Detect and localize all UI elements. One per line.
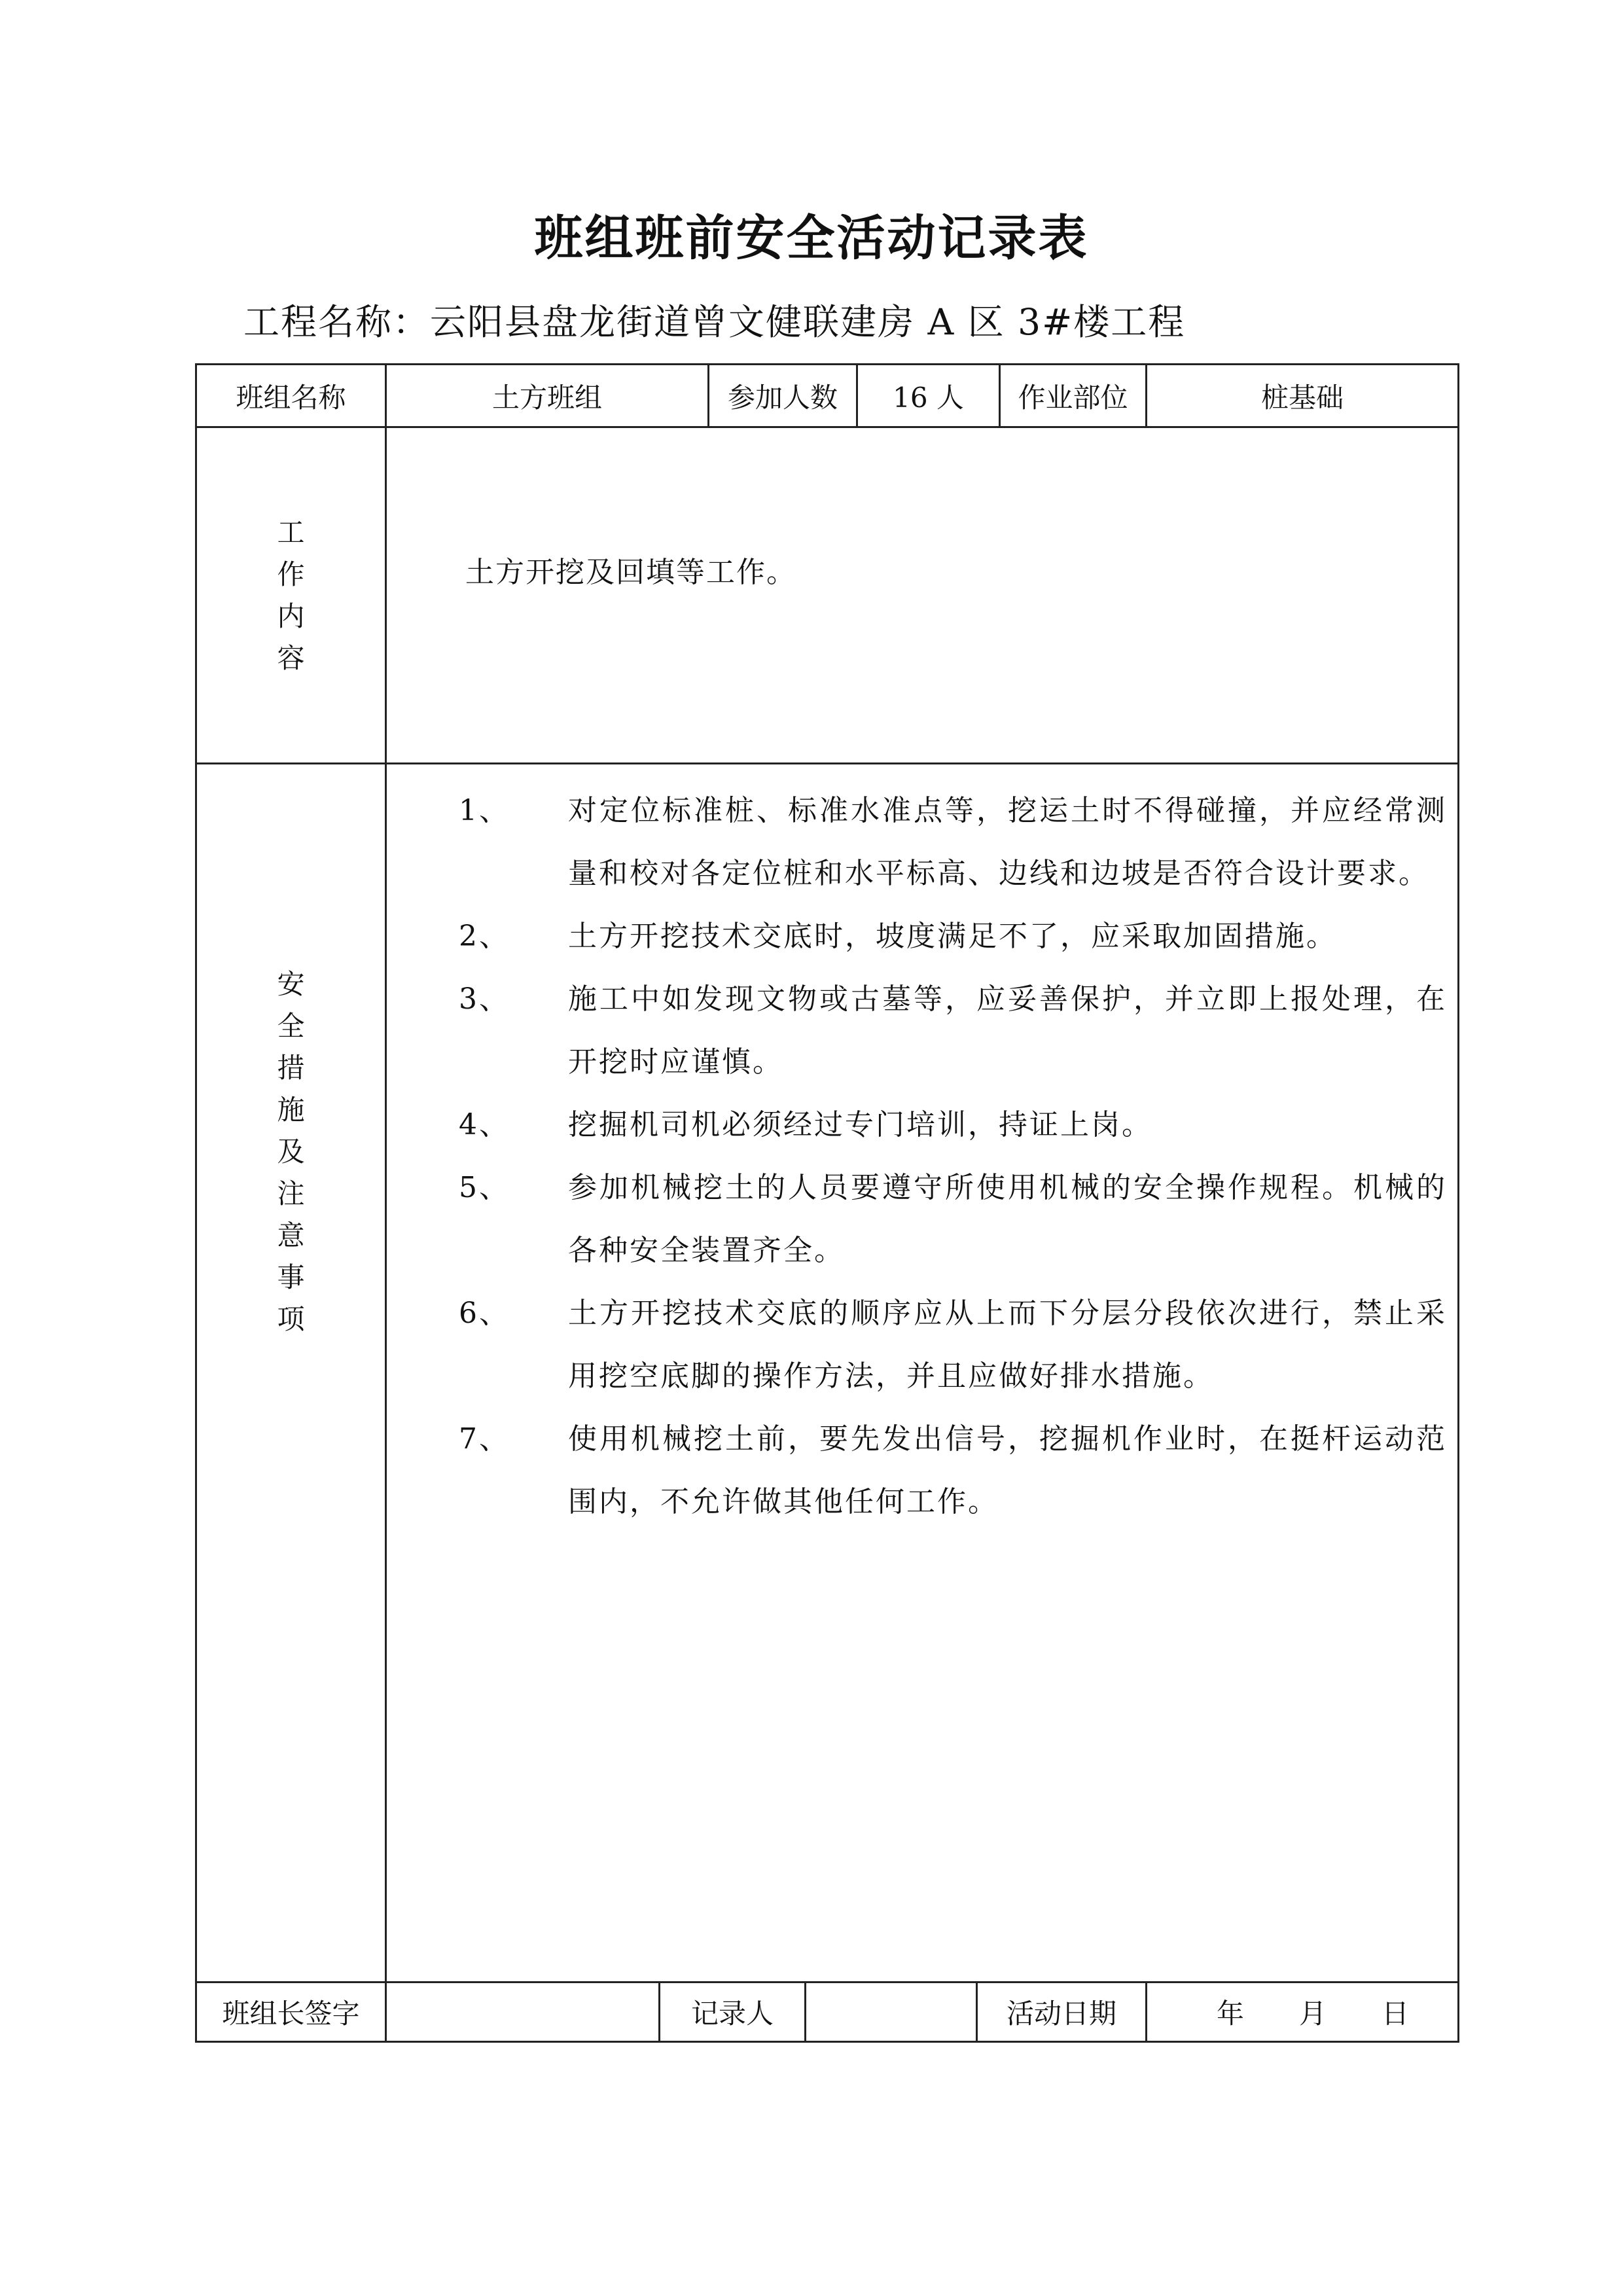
item-number: 1、 xyxy=(459,794,510,827)
team-name-value: 土方班组 xyxy=(491,381,602,414)
recorder-field[interactable] xyxy=(806,1983,976,2041)
safety-measures-list xyxy=(459,780,1447,1534)
work-content-text: 土方开挖及回填等工作。 xyxy=(465,556,796,589)
label-char: 容 xyxy=(277,641,305,674)
item-number: 6、 xyxy=(459,1297,510,1330)
safety-measure-item xyxy=(459,905,1447,968)
label-char: 措 xyxy=(277,1052,305,1084)
activity-date-field[interactable]: 年 月 日 xyxy=(1216,1998,1409,2030)
project-name: 云阳县盘龙街道曾文健联建房 A 区 3#楼工程 xyxy=(430,301,1186,343)
work-content-label xyxy=(197,428,385,762)
label-char: 项 xyxy=(277,1303,305,1335)
team-leader-signature-field[interactable] xyxy=(387,1983,658,2041)
label-char: 注 xyxy=(277,1177,305,1210)
label-char: 施 xyxy=(277,1094,305,1126)
team-leader-signature-label: 班组长签字 xyxy=(222,1998,360,2030)
item-number: 5、 xyxy=(459,1171,510,1204)
item-number: 7、 xyxy=(459,1422,510,1456)
work-location-value: 桩基础 xyxy=(1260,381,1344,414)
team-name-label: 班组名称 xyxy=(236,381,346,414)
activity-date-label: 活动日期 xyxy=(1006,1998,1116,2030)
label-char: 作 xyxy=(277,558,305,590)
project-line xyxy=(243,293,1185,345)
safety-measure-item xyxy=(459,1282,1447,1408)
item-text: 使用机械挖土前，要先发出信号，挖掘机作业时，在挺杆运动范围内，不允许做其他任何工作。 xyxy=(568,1422,1447,1518)
item-number: 4、 xyxy=(459,1108,510,1141)
item-text: 土方开挖技术交底时，坡度满足不了，应采取加固措施。 xyxy=(568,920,1337,953)
document-title: 班组班前安全活动记录表 xyxy=(534,210,1089,266)
label-char: 内 xyxy=(277,600,305,632)
safety-measure-item xyxy=(459,1408,1447,1534)
item-text: 挖掘机司机必须经过专门培训，持证上岗。 xyxy=(568,1108,1152,1141)
label-char: 事 xyxy=(277,1261,305,1293)
item-number: 3、 xyxy=(459,982,510,1016)
item-text: 参加机械挖土的人员要遵守所使用机械的安全操作规程。机械的各种安全装置齐全。 xyxy=(568,1171,1447,1267)
label-char: 工 xyxy=(277,516,305,548)
label-char: 全 xyxy=(277,1010,305,1042)
item-text: 土方开挖技术交底的顺序应从上而下分层分段依次进行，禁止采用挖空底脚的操作方法，并且应做好排水措施。 xyxy=(568,1297,1447,1393)
safety-measure-item xyxy=(459,1157,1447,1282)
safety-measure-item xyxy=(459,1094,1447,1157)
recorder-label: 记录人 xyxy=(690,1998,774,2030)
item-text: 对定位标准桩、标准水准点等，挖运土时不得碰撞，并应经常测量和校对各定位桩和水平标高、边线和边坡是否符合设计要求。 xyxy=(568,794,1447,890)
participant-count-value: 16 人 xyxy=(893,381,964,414)
label-char: 意 xyxy=(277,1219,305,1251)
item-text: 施工中如发现文物或古墓等，应妥善保护，并立即上报处理，在开挖时应谨慎。 xyxy=(568,982,1447,1079)
work-location-label: 作业部位 xyxy=(1018,381,1128,414)
safety-measures-label xyxy=(197,766,385,1538)
project-label: 工程名称： xyxy=(243,301,431,343)
item-number: 2、 xyxy=(459,920,510,953)
safety-measure-item xyxy=(459,968,1447,1094)
label-char: 及 xyxy=(277,1136,305,1168)
safety-measure-item xyxy=(459,780,1447,905)
participant-count-label: 参加人数 xyxy=(727,381,838,414)
label-char: 安 xyxy=(277,968,305,1000)
record-table xyxy=(195,363,1459,2043)
column-divider xyxy=(385,365,387,2041)
